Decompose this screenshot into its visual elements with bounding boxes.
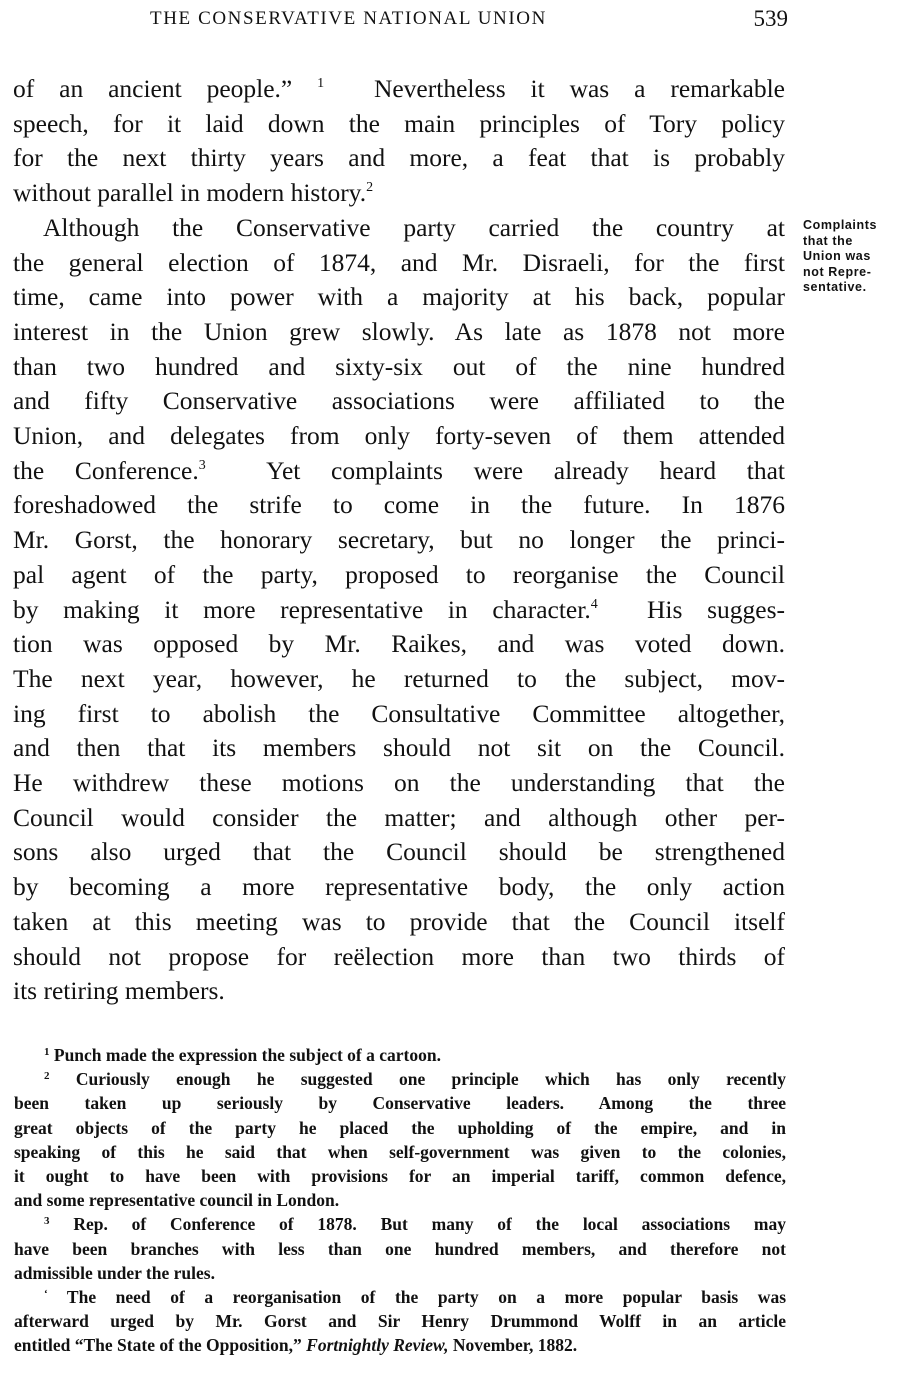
footnotes [14,1043,786,1358]
side-note-line: Union was [803,249,871,263]
text-line: Mr. Gorst, the honorary secretary, but no longer the princi- [13,525,785,555]
footnote-2 [14,1067,786,1212]
footnote-ref-1: 1 [317,76,325,91]
footnote-1 [14,1043,786,1067]
text-line: taken at this meeting was to provide that the Council itself [13,906,785,936]
footnote-line: $^2$ Curiously enough he suggested one principle which has only recently [44,1069,787,1090]
footnote-ref-4: 4 [590,596,598,612]
footnote-line: $^1$ Punch made the expression the subject of a cartoon. [44,1045,441,1065]
footnote-mark: 3 [44,1215,50,1228]
running-head: THE CONSERVATIVE NATIONAL UNION [150,8,547,29]
footnote-line: been taken up seriously by Conservative leaders. Among the three [14,1093,786,1114]
text-line: ing first to abolish the Consultative Committee altogether, [13,698,785,728]
side-note-line: Complaints [803,218,878,232]
text-line: tion was opposed by Mr. Raikes, and was voted down. [13,629,785,659]
footnote-line: speaking of this he said that when self-government was given to the colonies, [14,1141,786,1162]
text-line: and fifty Conservative associations were affiliated to the [13,386,785,416]
side-note-line: that the [803,233,853,248]
footnote-mark: 2 [44,1070,50,1083]
footnote-mark: 1 [44,1046,50,1058]
text-line: interest in the Union grew slowly. As late as 1878 not more [13,316,785,346]
text-line: than two hundred and sixty-six out of the nine hundred [13,351,785,381]
text-line: should not propose for reëlection more than two thirds of [13,941,785,971]
journal-title: Fortnightly Review, [306,1335,449,1356]
footnote-mark: ‘ [44,1288,48,1301]
footnote-ref-3: 3 [198,457,206,473]
footnote-3 [14,1212,786,1285]
footnote-line: $^3$ Rep. of Conference of 1878. But many of the local associations may [44,1214,786,1235]
side-note [803,218,921,296]
footnote-line: entitled “The State of the Opposition,” Fortnightly Review, November, 1882. [14,1335,578,1356]
text-line: foreshadowed the strife to come in the future. In 1876 [13,490,785,520]
page-number: 539 [753,6,788,31]
footnote-ref-2: 2 [366,180,374,196]
text-line: of an ancient people.” $^1$ Nevertheless it was a remarkable [13,74,785,103]
text-line: and then that its members should not sit on the Council. [13,733,785,763]
footnote-line: and some representative council in London. [14,1190,340,1211]
text-line: speech, for it laid down the main principles of Tory policy [13,108,785,138]
text-line: Although the Conservative party carried the country at [43,212,785,242]
footnote-line: afterward urged by Mr. Gorst and Sir Henry Drummond Wolff in an article [14,1311,786,1332]
text-line: Union, and delegates from only forty-seven of them attended [13,421,785,451]
text-line: by becoming a more representative body, the only action [13,872,785,902]
body-text [13,72,785,1009]
side-note-line: not Repre- [803,264,872,279]
paragraph-1 [13,72,785,211]
text-line: by making it more representative in character.$^4$ His sugges- [13,594,786,624]
text-line: pal agent of the party, proposed to reorganise the Council [13,559,785,589]
text-line: its retiring members. [13,976,225,1006]
paragraph-2 [13,211,785,1009]
text-line: the Conference.$^3$ Yet complaints were already heard that [13,455,785,485]
footnote-4 [14,1285,786,1358]
text-line: without parallel in modern history.$^2$ [13,178,374,208]
footnote-line: ‘ The need of a reorganisation of the party on a more popular basis was [44,1287,786,1308]
footnote-line: admissible under the rules. [14,1262,215,1283]
footnote-line: it ought to have been with provisions for an imperial tariff, common defence, [14,1166,786,1187]
text-line: He withdrew these motions on the understanding that the [13,768,785,798]
text-line: Council would consider the matter; and although other per- [13,802,785,832]
text-line: time, came into power with a majority at his back, popular [13,282,785,312]
text-line: for the next thirty years and more, a feat that is probably [13,143,785,173]
footnote-line: have been branches with less than one hundred members, and therefore not [14,1238,786,1259]
side-note-line: sentative. [803,280,867,294]
footnote-line: great objects of the party he placed the upholding of the empire, and in [14,1117,786,1138]
text-line: the general election of 1874, and Mr. Disraeli, for the first [13,247,785,277]
text-line: sons also urged that the Council should be strengthened [13,837,785,867]
text-line: The next year, however, he returned to the subject, mov- [13,663,785,693]
